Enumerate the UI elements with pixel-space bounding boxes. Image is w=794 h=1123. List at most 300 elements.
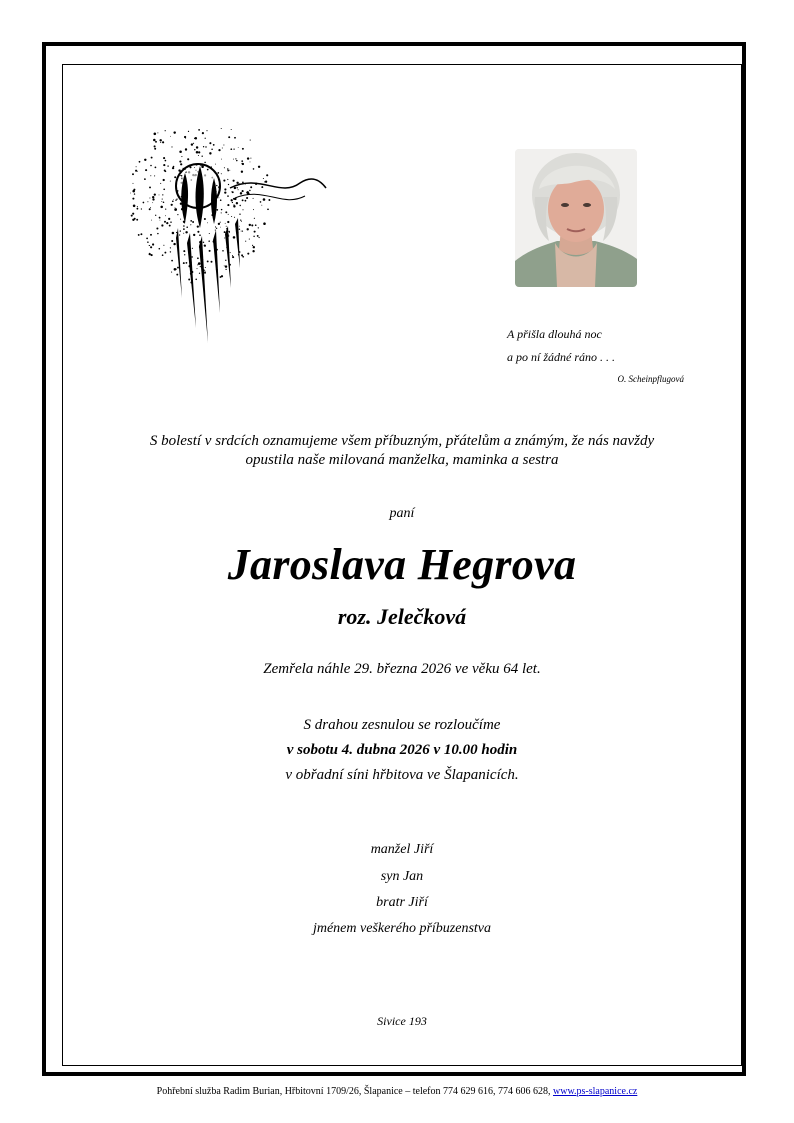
ornament-speck (231, 199, 233, 201)
ornament-speck (223, 144, 224, 145)
ornament-speck (132, 190, 135, 193)
ornament-speck (202, 132, 204, 134)
ornament-speck (163, 188, 165, 190)
ornament-speck (227, 221, 229, 223)
ornament-speck (154, 145, 156, 147)
ornament-speck (247, 253, 249, 255)
ornament-speck (268, 199, 270, 201)
ornament-speck (172, 232, 175, 235)
ornament-speck (205, 146, 206, 147)
ornament-speck (175, 207, 176, 208)
ornament-speck (221, 159, 222, 160)
ornament-speck (191, 256, 192, 257)
ornament-speck (224, 167, 225, 168)
ornament-speck (150, 165, 152, 167)
ornament-speck (220, 227, 221, 228)
ornament-speck (264, 181, 265, 182)
ornament-speck (160, 142, 161, 143)
ornament-speck (245, 241, 246, 242)
ornament-speck (199, 234, 201, 236)
ornament-speck (242, 230, 243, 231)
ornament-speck (207, 222, 208, 223)
ornament-speck (254, 218, 255, 219)
ornament-speck (233, 236, 236, 239)
ornament-speck (154, 193, 156, 195)
ornament-speck (149, 197, 150, 198)
ornament-speck (176, 274, 178, 276)
ornament-speck (236, 160, 237, 161)
ornament-speck (241, 171, 243, 173)
ornament-speck (136, 219, 138, 221)
ornament-speck (218, 223, 220, 225)
ornament-speck (173, 199, 174, 200)
ornament-speck (204, 272, 206, 274)
ornament-speck (217, 172, 219, 174)
ornament-speck (170, 181, 171, 182)
ornament-speck (154, 175, 155, 176)
ornament-speck (197, 264, 198, 265)
ornament-speck (209, 152, 211, 154)
ornament-speck (203, 242, 204, 243)
ornament-speck (253, 209, 254, 210)
ornament-speck (204, 218, 206, 220)
ornament-speck (232, 191, 234, 193)
ornament-speck (246, 197, 248, 199)
ornament-speck (163, 164, 165, 166)
ornament-speck (205, 138, 206, 139)
ornament-speck (232, 202, 233, 203)
ornament-speck (136, 166, 137, 167)
ornament-speck (134, 193, 135, 194)
ornament-speck (200, 266, 201, 267)
mourner-item: syn Jan (380, 869, 424, 884)
ornament-speck (177, 214, 178, 215)
ornament-speck (240, 219, 241, 220)
ornament-speck (224, 231, 226, 233)
ornament-speck (163, 202, 165, 204)
ornament-speck (250, 140, 251, 141)
ornament-speck (252, 245, 253, 246)
ornament-speck (230, 148, 232, 150)
ornament-speck (188, 131, 189, 132)
ornament-speck (154, 133, 157, 136)
ornament-speck (180, 230, 181, 231)
ornament-speck (204, 162, 206, 164)
funeral-service-footer (0, 1086, 794, 1097)
maiden-name: roz. Jelečková (337, 604, 467, 629)
ornament-speck (173, 131, 175, 133)
ornament-speck (227, 195, 229, 197)
ornament-speck (206, 130, 207, 131)
ornament-speck (150, 207, 151, 208)
ornament-speck (162, 194, 163, 195)
ornament-speck (157, 132, 158, 133)
ornament-speck (170, 247, 171, 248)
ornament-speck (253, 168, 255, 170)
ornament-speck (196, 151, 199, 154)
ornament-speck (165, 209, 166, 210)
ornament-speck (159, 217, 160, 218)
ornament-speck (225, 223, 226, 224)
ornament-speck (242, 163, 244, 165)
ornament-speck (132, 213, 134, 215)
ornament-speck (253, 198, 254, 199)
ornament-speck (223, 180, 225, 182)
ornament-speck (179, 161, 181, 163)
ornament-speck (201, 165, 204, 168)
ornament-speck (181, 156, 182, 157)
ornament-speck (199, 273, 200, 274)
ornament-speck (176, 198, 177, 199)
ornament-speck (146, 238, 148, 240)
ornament-speck (138, 234, 140, 236)
ornament-speck (220, 199, 222, 201)
ornament-speck (171, 260, 173, 262)
ornament-speck (172, 167, 174, 169)
ornament-speck (228, 136, 230, 138)
ornament-speck (162, 199, 163, 200)
ornament-speck (132, 198, 134, 200)
ornament-speck (171, 240, 173, 242)
ornament-speck (242, 256, 244, 258)
quote-author: O. Scheinpflugová (617, 374, 684, 384)
ornament-speck (171, 146, 172, 147)
ornament-speck (177, 267, 179, 269)
ornament-speck (171, 204, 173, 206)
ornament-speck (194, 149, 195, 150)
ornament-speck (242, 199, 244, 201)
ornament-speck (222, 250, 224, 252)
ornament-speck (160, 206, 163, 209)
ornament-speck (241, 231, 242, 232)
ornament-speck (156, 227, 158, 229)
ornament-speck (152, 243, 154, 245)
ornament-speck (228, 184, 229, 185)
ornament-speck (242, 190, 244, 192)
ornament-speck (250, 158, 251, 159)
ornament-speck (145, 169, 147, 171)
ornament-speck (201, 155, 202, 156)
ornament-speck (136, 208, 138, 210)
ornament-speck (165, 170, 167, 172)
ornament-speck (234, 217, 235, 218)
ornament-speck (220, 276, 222, 278)
ornament-speck (205, 267, 206, 268)
ornament-speck (185, 148, 187, 150)
ornament-speck (159, 139, 161, 141)
ornament-speck (153, 139, 156, 142)
ornament-speck (190, 220, 192, 222)
ornament-speck (263, 178, 264, 179)
ornament-speck (155, 215, 156, 216)
ornament-speck (239, 226, 240, 227)
ornament-speck (131, 215, 133, 217)
ornament-speck (187, 158, 189, 160)
ornament-speck (258, 237, 259, 238)
ornament-speck (149, 208, 151, 210)
quote-line-2: a po ní žádné ráno . . . (507, 350, 615, 364)
ornament-speck (221, 128, 222, 129)
farewell-line-1: S drahou zesnulou se rozloučíme (303, 717, 501, 733)
ornament-speck (159, 194, 160, 195)
mourner-item: manžel Jiří (370, 842, 434, 857)
ornament-speck (222, 148, 223, 149)
ornament-speck (233, 159, 234, 160)
ornament-speck (218, 149, 220, 151)
ornament-speck (209, 250, 211, 252)
ornament-speck (133, 183, 134, 184)
ornament-speck (260, 201, 262, 203)
ornament-speck (192, 221, 194, 223)
ornament-speck (137, 206, 138, 207)
ornament-speck (180, 163, 182, 165)
ornament-speck (190, 224, 191, 225)
ornament-speck (160, 183, 161, 184)
ornament-speck (242, 148, 244, 150)
ornament-speck (247, 157, 249, 159)
ornament-speck (165, 160, 167, 162)
candle-ornament-icon (130, 128, 330, 353)
ornament-speck (209, 142, 211, 144)
ornament-speck (135, 170, 137, 172)
ornament-speck (225, 269, 226, 270)
ornament-speck (174, 268, 177, 271)
ornament-speck (147, 241, 149, 243)
ornament-speck (194, 167, 195, 168)
ornament-speck (211, 149, 213, 151)
ornament-speck (236, 182, 238, 184)
ornament-speck (230, 252, 231, 253)
farewell-location: v obřadní síni hřbitova ve Šlapanicích. (285, 767, 519, 783)
ornament-speck (152, 202, 153, 203)
ornament-speck (150, 234, 152, 236)
ornament-speck (149, 186, 151, 188)
ornament-speck (255, 224, 257, 226)
portrait-photo (515, 149, 637, 287)
ornament-speck (218, 197, 219, 198)
ornament-speck (152, 196, 154, 198)
ornament-speck (184, 254, 185, 255)
ornament-speck (216, 228, 217, 229)
ornament-speck (162, 141, 164, 143)
ornament-speck (249, 190, 250, 191)
ornament-speck (150, 246, 152, 248)
ornament-speck (172, 200, 174, 202)
ornament-speck (226, 226, 227, 227)
ornament-speck (225, 211, 227, 213)
ornament-speck (183, 250, 185, 252)
ornament-speck (149, 253, 150, 254)
ornament-speck (235, 158, 236, 159)
mourner-item: jménem veškerého příbuzenstva (312, 921, 492, 936)
ornament-speck (225, 265, 227, 267)
ornament-speck (134, 218, 136, 220)
ornament-speck (215, 164, 216, 165)
ornament-speck (192, 248, 193, 249)
ornament-speck (225, 260, 226, 261)
ornament-speck (233, 180, 235, 182)
ornament-speck (263, 222, 266, 225)
ornament-speck (221, 173, 222, 174)
ornament-speck (241, 160, 243, 162)
ornament-speck (170, 136, 171, 137)
ornament-speck (171, 272, 172, 273)
ornament-speck (132, 173, 134, 175)
ornament-speck (159, 248, 161, 250)
ornament-speck (166, 222, 168, 224)
ornament-speck (193, 143, 194, 144)
ornament-speck (197, 225, 199, 227)
ornament-speck (224, 238, 225, 239)
ornament-speck (236, 202, 238, 204)
ornament-speck (161, 224, 163, 226)
ornament-speck (258, 227, 259, 228)
ornament-speck (180, 219, 181, 220)
ornament-speck (198, 155, 199, 156)
ornament-speck (221, 212, 222, 213)
ornament-speck (231, 216, 232, 217)
ornament-speck (253, 236, 254, 237)
ornament-speck (152, 198, 154, 200)
ornament-speck (204, 245, 206, 247)
ornament-speck (151, 157, 153, 159)
ornament-speck (238, 147, 239, 148)
honorific-title: paní (389, 506, 415, 521)
ornament-speck (220, 222, 221, 223)
ornament-speck (232, 255, 233, 256)
ornament-speck (185, 231, 187, 233)
ornament-speck (157, 233, 158, 234)
quote-line-1: A přišla dlouhá noc (507, 327, 602, 341)
ornament-speck (249, 239, 250, 240)
ornament-speck (209, 233, 210, 234)
ornament-speck (197, 231, 199, 233)
ornament-speck (149, 245, 150, 246)
ornament-speck (242, 209, 243, 210)
ornament-speck (238, 189, 239, 190)
ornament-speck (162, 254, 164, 256)
ornament-speck (197, 268, 198, 269)
announcement-line-1: S bolestí v srdcích oznamujeme všem příbuzným, přátelům a známým, že nás navždy (149, 433, 655, 449)
ornament-speck (165, 215, 166, 216)
ornament-speck (196, 146, 198, 148)
ornament-speck (193, 234, 195, 236)
ornament-speck (163, 179, 165, 181)
ornament-speck (234, 137, 236, 139)
ornament-speck (224, 265, 225, 266)
ornament-speck (164, 221, 166, 223)
farewell-date-time: v sobotu 4. dubna 2026 v 10.00 hodin (286, 742, 518, 758)
ornament-speck (167, 165, 168, 166)
ornament-speck (253, 246, 255, 248)
family-address: Sivice 193 (377, 1014, 427, 1028)
ornament-speck (215, 226, 216, 227)
ornament-speck (181, 175, 183, 177)
ornament-speck (208, 240, 210, 242)
ornament-speck (139, 161, 141, 163)
ornament-speck (151, 220, 152, 221)
death-statement: Zemřela náhle 29. března 2026 ve věku 64 let. (263, 661, 541, 677)
ornament-speck (224, 188, 226, 190)
announcement-line-2: opustila naše milovaná manželka, maminka a sestra (245, 452, 559, 468)
ornament-speck (229, 170, 230, 171)
ornament-speck (263, 198, 264, 199)
ornament-speck (186, 262, 188, 264)
ornament-speck (169, 225, 171, 227)
ornament-speck (228, 214, 229, 215)
ornament-speck (198, 262, 201, 265)
ornament-speck (141, 208, 142, 209)
ornament-speck (232, 256, 234, 258)
ornament-speck (227, 170, 229, 172)
ornament-speck (207, 169, 209, 171)
ornament-speck (183, 228, 185, 230)
ornament-speck (207, 260, 209, 262)
ornament-speck (164, 252, 166, 254)
ornament-speck (144, 178, 146, 180)
ornament-speck (240, 192, 242, 194)
ornament-speck (216, 185, 217, 186)
mourner-item: bratr Jiří (376, 895, 428, 910)
ornament-speck (165, 130, 166, 131)
ornament-speck (250, 161, 251, 162)
ornament-speck (239, 228, 240, 229)
ornament-speck (143, 202, 145, 204)
ornament-speck (183, 233, 184, 234)
ornament-speck (245, 200, 247, 202)
ornament-speck (191, 143, 193, 145)
ornament-speck (211, 261, 213, 263)
ornament-speck (261, 205, 262, 206)
ornament-speck (197, 257, 199, 259)
ornament-speck (155, 141, 157, 143)
ornament-speck (185, 138, 186, 139)
ornament-speck (229, 232, 230, 233)
ornament-speck (250, 186, 252, 188)
ornament-speck (203, 146, 204, 147)
ornament-speck (258, 166, 260, 168)
ornament-speck (231, 129, 232, 130)
ornament-speck (155, 167, 157, 169)
ornament-speck (233, 148, 234, 149)
ornament-speck (198, 129, 200, 131)
footer-text: Pohřební služba Radim Burian, Hřbitovní 1709/26, Šlapanice – telefon 774 629 616, 774 606 628, (156, 1086, 553, 1097)
ornament-speck (159, 220, 160, 221)
ornament-speck (195, 279, 197, 281)
ornament-speck (266, 174, 268, 176)
ornament-speck (224, 191, 226, 193)
ornament-speck (215, 230, 216, 231)
ornament-speck (234, 187, 236, 189)
ornament-speck (236, 187, 237, 188)
deceased-name: Jaroslava Hegrova (227, 540, 577, 589)
ornament-speck (227, 179, 228, 180)
ornament-speck (147, 201, 148, 202)
ornament-speck (179, 234, 180, 235)
ornament-speck (204, 271, 205, 272)
ornament-speck (233, 205, 235, 207)
ornament-speck (251, 224, 253, 226)
ornament-speck (130, 193, 131, 194)
website-link[interactable]: www.ps-slapanice.cz (553, 1086, 638, 1097)
ornament-speck (228, 231, 230, 233)
ornament-speck (246, 191, 249, 194)
ornament-speck (151, 254, 153, 256)
ornament-speck (261, 186, 263, 188)
ornament-speck (179, 150, 182, 153)
ornament-speck (173, 243, 175, 245)
ornament-speck (213, 144, 215, 146)
